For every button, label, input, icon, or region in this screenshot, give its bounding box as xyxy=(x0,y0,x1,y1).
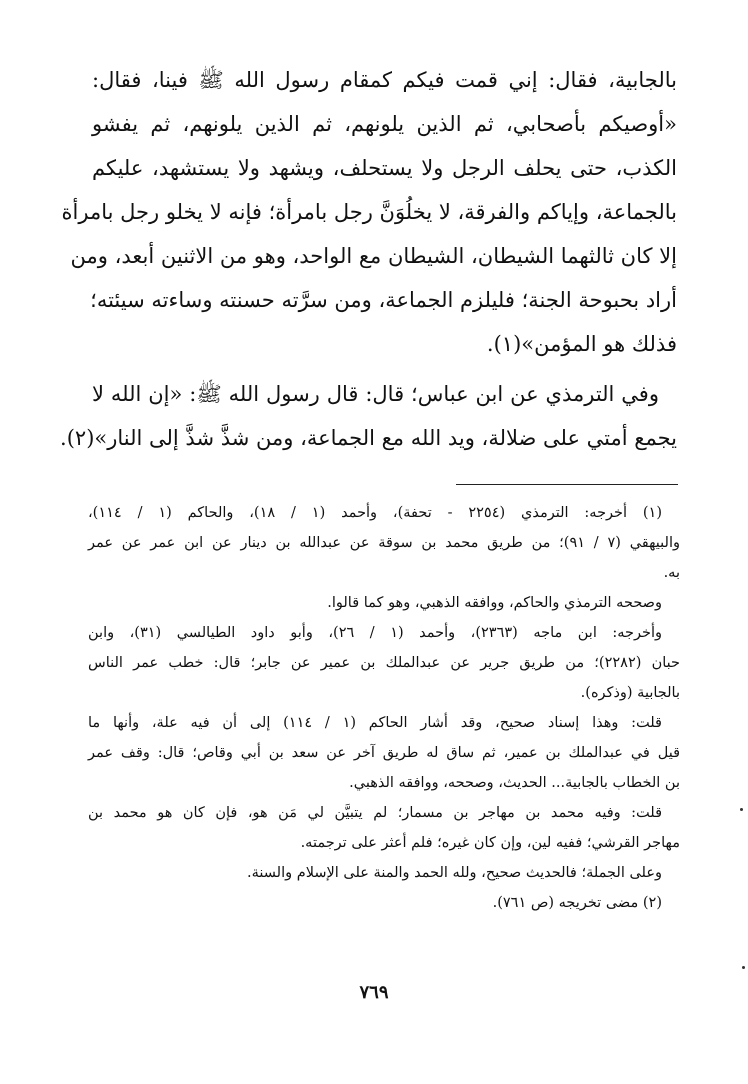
body-line: وفي الترمذي عن ابن عباس؛ قال: قال رسول الله ﷺ: «إن الله لا xyxy=(92,382,659,406)
body-line: «أوصيكم بأصحابي، ثم الذين يلونهم، ثم الذين يلونهم، ثم يفشو xyxy=(92,112,677,136)
body-line: بالجابية، فقال: إني قمت فيكم كمقام رسول الله ﷺ فينا، فقال: xyxy=(92,68,677,92)
footnote-line: بالجابية (وذكره). xyxy=(580,685,680,701)
footnote-separator xyxy=(456,484,678,485)
body-line: بالجماعة، وإياكم والفرقة، لا يخلُوَنَّ رجل بامرأة؛ فإنه لا يخلو رجل بامرأة xyxy=(61,200,677,224)
footnote-line: به. xyxy=(663,565,680,581)
footnote-line: وأخرجه: ابن ماجه (٢٣٦٣)، وأحمد (١ / ٢٦)، وأبو داود الطيالسي (٣١)، وابن xyxy=(88,625,662,641)
main-paragraph-2 xyxy=(60,372,677,460)
scan-speck xyxy=(740,808,743,811)
footnote-line: قلت: وفيه محمد بن مهاجر بن مسمار؛ لم يتبيَّن لي مَن هو، فإن كان هو محمد بن xyxy=(88,805,662,821)
footnote-line: مهاجر القرشي؛ ففيه لين، وإن كان غيره؛ فلم أعثر على ترجمته. xyxy=(300,835,680,851)
body-line: إلا كان ثالثهما الشيطان، الشيطان مع الواحد، وهو من الاثنين أبعد، ومن xyxy=(70,244,677,268)
page-number: ٧٦٩ xyxy=(359,982,389,1003)
main-paragraph-1 xyxy=(61,58,677,366)
footnotes xyxy=(88,498,680,918)
body-line: أراد بحبوحة الجنة؛ فليلزم الجماعة، ومن سرَّته حسنته وساءته سيئته؛ xyxy=(90,288,677,312)
body-line: الكذب، حتى يحلف الرجل ولا يستحلف، ويشهد ولا يستشهد، عليكم xyxy=(92,156,677,180)
footnote-line: (٢) مضى تخريجه (ص ٧٦١). xyxy=(492,895,662,911)
footnote-line: (١) أخرجه: الترمذي (٢٢٥٤ - تحفة)، وأحمد (١ / ١٨)، والحاكم (١ / ١١٤)، xyxy=(88,505,663,521)
footnote-line: وعلى الجملة؛ فالحديث صحيح، ولله الحمد والمنة على الإسلام والسنة. xyxy=(246,865,662,881)
body-line: يجمع أمتي على ضلالة، ويد الله مع الجماعة، ومن شذَّ شذَّ إلى النار»(٢). xyxy=(60,426,677,450)
footnote-line: وصححه الترمذي والحاكم، ووافقه الذهبي، وهو كما قالوا. xyxy=(327,595,662,611)
footnote-line: والبيهقي (٧ / ٩١)؛ من طريق محمد بن سوقة عن عبدالله بن دينار عن ابن عمر عن عمر xyxy=(88,535,681,551)
footnote-line: حبان (٢٢٨٢)؛ من طريق جرير عن عبدالملك بن عمير عن جابر؛ قال: خطب عمر الناس xyxy=(88,655,680,671)
footnote-line: قلت: وهذا إسناد صحيح، وقد أشار الحاكم (١ / ١١٤) إلى أن فيه علة، وأنها ما xyxy=(88,715,662,731)
footnote-line: بن الخطاب بالجابية... الحديث، وصححه، ووافقه الذهبي. xyxy=(349,775,680,791)
body-line: فذلك هو المؤمن»(١). xyxy=(486,332,677,356)
footnote-line: قيل في عبدالملك بن عمير، ثم ساق له طريق آخر عن سعد بن أبي وقاص؛ قال: وقف عمر xyxy=(88,745,680,761)
scan-speck xyxy=(742,966,745,969)
